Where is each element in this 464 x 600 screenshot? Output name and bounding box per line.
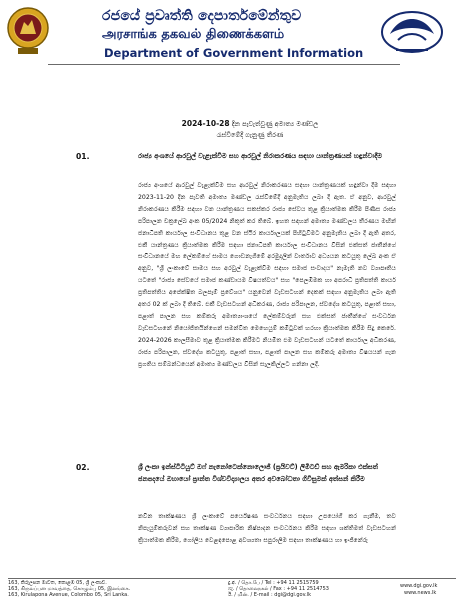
- address-tamil: 163, கிருலப்பன மாவத்தை, கொழும்பு 05, இலங்கை.: [8, 586, 131, 592]
- website-link[interactable]: www.dgi.gov.lk: [400, 583, 438, 589]
- national-emblem-icon: [6, 4, 50, 56]
- footer-divider: [8, 578, 456, 579]
- phone-number: : +94 11 2515759: [273, 580, 319, 586]
- address-sinhala: 163, කිරුලපන මාවත, කොළඹ 05, ශ්‍රී ලංකාව.: [8, 580, 107, 586]
- item-title: රාජ්‍ය අංශයේ ආරවුල් වැළැක්වීම සහ ආරවුල් නිරාකරණය සඳහා යාන්ත්‍රණයක් හඳුන්වාදීම: [138, 152, 383, 160]
- news-website-link[interactable]: www.news.lk: [404, 590, 437, 596]
- item-body: රාජ්‍ය අංශයේ ආරවුල් වැළැක්වීම සහ ආරවුල් නිරාකරණය සඳහා යාන්ත්‍රණයක් හඳුන්වා දීම සඳහා 2023-11-20 දින පැවති අමාත්‍ය මණ්ඩල රැස්වීමේදී අනුමැතිය ලබා දී ඇත. ඒ අනුව, ආරවුල් නිරාකරණය කිරීම සඳහා වන යාන්ත්‍රණය සකස්කර රාජ්‍ය සේවය තුළ ක්‍රියාත්මක කිරීම පිණිස රාජ්‍ය පරිපාලන චක්‍රලේඛ අංක 05/2024 නිකුත් කර තිබේ. ඉහත සඳහන් අමාත්‍ය මණ්ඩලය තීරණය මඟින් ජනාධිපති කාර්යාල සංවිධානය තුළ වන ස්ථිර කාර්යාලයක් පිහිටුවීමට අනුමැතිය ලබා දී ඇති අතර, එකී යාන්ත්‍රණය ක්‍රියාත්මක කිරීම සඳහා ජනාධිපති කාර්යාල සංවිධානය විසින් එක්සත් ජාතීන්ගේ සංවිධානයේ මහ ලේකම්ගේ සාමය ගොඩනැගීමේ අරමුදලින් වාර්තාව අධ්‍යයන කටයුතු ලේඛ අංක ඒ අනුව, "ශ්‍රී ලංකාවේ සාමය සහ අරවුල් වැළැක්වීම සඳහා සමාජ සංවාදය" නැමැති නව ව්‍යාපෘතිය යටතේ "රාජ්‍ය සේවයේ සමාජ කණ්ඩායම විෂයත්වය" සහ "පෙලඹීමක හා අපරාධී ප්‍රතිපත්ති කාර්ය ප්‍රතිපත්තිය අපේක්ෂිත බලපෑම් ප්‍රවේශය" යනුවෙන් වැඩසටහන් දෙකක් සඳහා අනුමැතිය ලබා ඇති අතර 02 ක් ලබා දී තිබේ. එකී වැඩසටහන් අධිකරණ, රාජ්‍ය පරිපාලන, ස්වදේශ කටයුතු, පළාත් සභා, පළාත් පාලන සහ කම්කරු අමාත්‍යාංශයේ ලේකම්වරුන් සහ එක්සත් ජාතීන්ගේ සංවර්ධන වැඩසටහනේ නියෝජිතයින්ගෙන් සමන්විත මෙහෙයුම් කමිටුවක් හරහා ක්‍රියාත්මක කිරීම සිදු කෙරේ. 2024-2026 කාලසීමාව තුළ ක්‍රියාත්මක කිරීමට නියමිත එම වැඩසටහන් යටතේ කාර්යාල අධිකරණ, රාජ්‍ය පරිපාලන, ස්වදේශ කටයුතු, පළාත් සභා, පළාත් පාලන සහ කම්කරු අමාත්‍ය විෂයයන් ගැන ප්‍රගතිය සම්බන්ධයෙන් අමාත්‍ය මණ්ඩලය විසින් සැලකිල්ලට ගන්නා ලදී.: [138, 182, 396, 368]
- item-body: නවීන තාක්ෂණය ශ්‍රී ලංකාවේ පර්යේෂණ සංවර්ධනය සඳහා උපයෝගී කර ගැනීම, තව නිපැයුම්කරුවන් සහ තාක්ෂණ ව්‍යාපාරික නිෂ්පාදන සංවර්ධනය කිරීම සඳහා ශක්තිමත් වැඩසටහන් ක්‍රියාත්මක කිරීම, ගෝලීය වෙළඳපොළ අවශ්‍යතා සපුරාලීම සඳහා තාක්ෂණය හා ඉංජිනේරු: [138, 513, 396, 544]
- fax-label: ෆැ. / தொலைநகல் / Fax: [228, 586, 282, 592]
- item-title: ශ්‍රී ලංකා ඉන්ස්ටිටියුට් ඔෆ් නැනෝටෙක්නොලොජි (ප්‍රයිවට්) ලිමිටඩ් සහ ඇමරිකා එක්සත් ජනපදයේ ඔහායෝ ප්‍රාන්ත විශ්වවිද්‍යාලය අතර අවබෝධතා ගිවිසුමක් අත්සන් කිරීම: [138, 463, 379, 483]
- address-english: 163, Kirulapona Avenue, Colombo 05, Sri Lanka.: [8, 592, 129, 598]
- email-label: ඊ. / மின். / E-mail: [228, 592, 270, 598]
- email-address[interactable]: : dgi@dgi.gov.lk: [271, 592, 312, 598]
- item-number: 01.: [76, 152, 90, 161]
- header-divider: [48, 64, 400, 65]
- phone-label: දු.අ. / தொ.பே / Tel: [228, 580, 272, 586]
- meeting-heading-line1: දින පැවැත්වුණු අමාත්‍ය මණ්ඩල: [229, 120, 319, 128]
- meeting-heading-line2: රැස්වීමේදී ගැනුණු තීරණ: [216, 131, 284, 139]
- item-number: 02.: [76, 463, 90, 472]
- department-logo-icon: [376, 4, 448, 62]
- meeting-date: 2024-10-28: [181, 119, 230, 128]
- department-name-tamil: அரசாங்க தகவல் திணைக்களம்: [102, 27, 285, 42]
- department-name-english: Department of Government Information: [104, 46, 364, 60]
- meeting-heading: [100, 118, 400, 141]
- fax-number: : +94 11 2514753: [283, 586, 329, 592]
- department-name-sinhala: රජයේ ප්‍රවෘත්ති දෙපාර්තමේන්තුව: [102, 8, 302, 24]
